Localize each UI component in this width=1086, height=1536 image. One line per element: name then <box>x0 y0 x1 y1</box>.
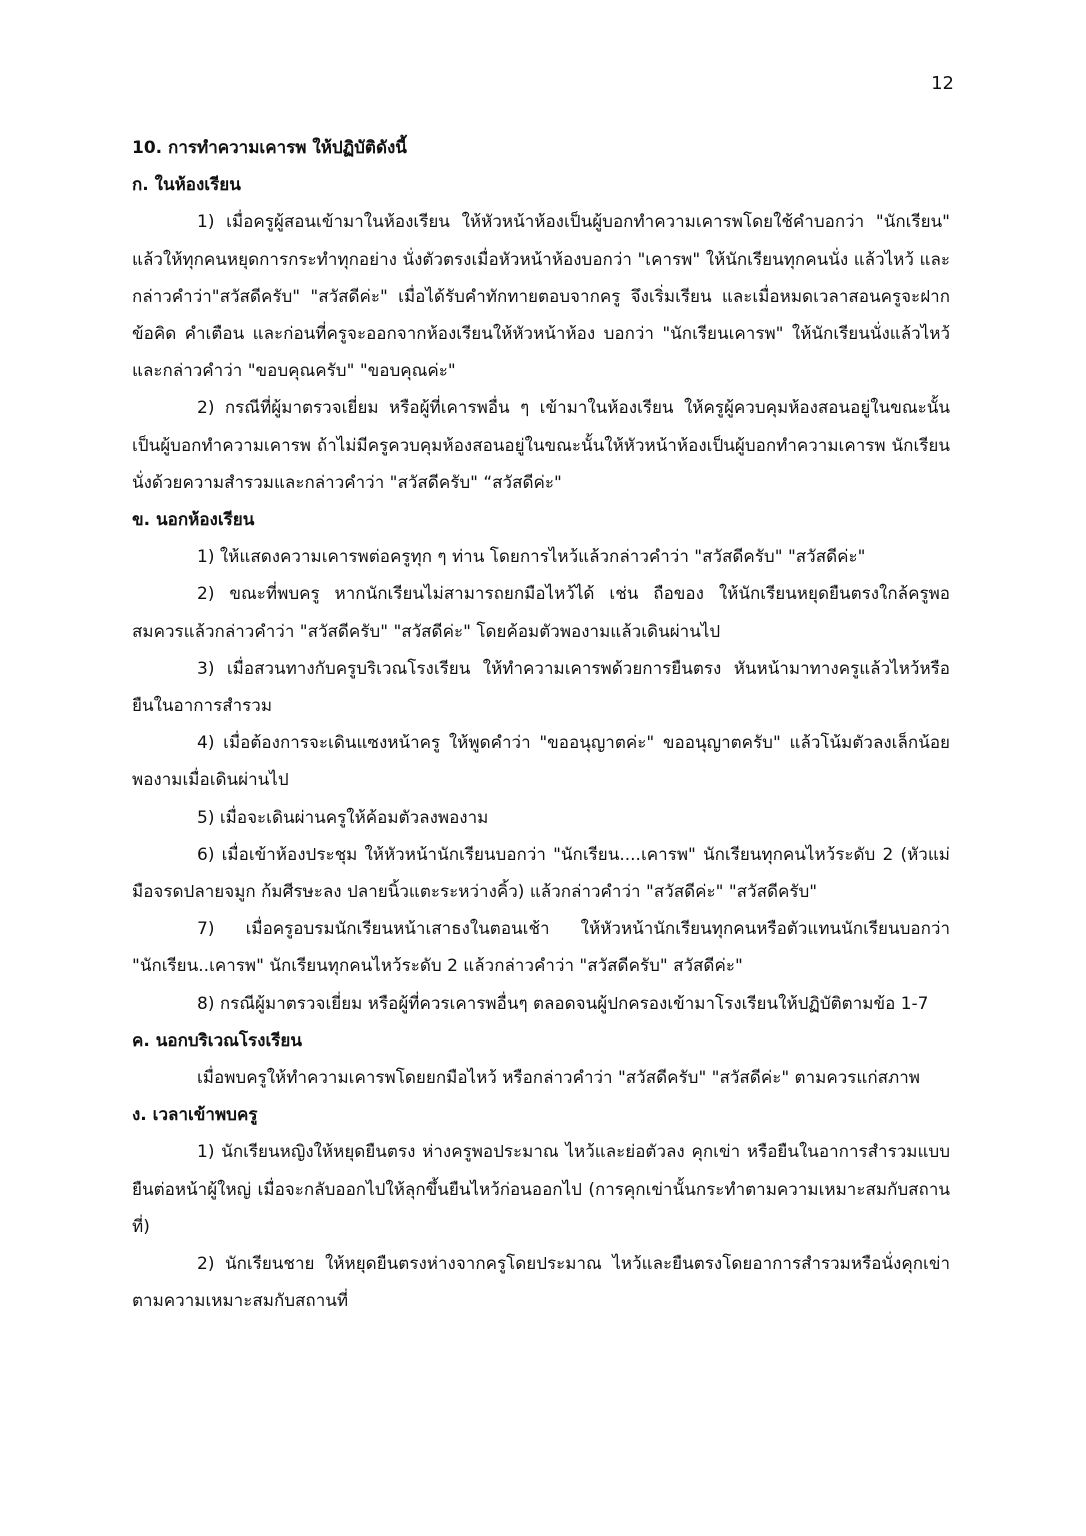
paragraph: 8) กรณีผู้มาตรวจเยี่ยม หรือผู้ที่ควรเคารพอื่นๆ ตลอดจนผู้ปกครองเข้ามาโรงเรียนให้ปฏิบัติตามข้อ 1-7 <box>197 993 929 1014</box>
subsection-title-in-classroom: ก. ในห้องเรียน <box>132 175 241 196</box>
section-title: 10. การทำความเคารพ ให้ปฏิบัติดังนี้ <box>132 138 407 158</box>
paragraph: 3) เมื่อสวนทางกับครูบริเวณโรงเรียน ให้ทำความเคารพด้วยการยืนตรง หันหน้ามาทางครูแล้วไหว้หรือยืนในอาการสำรวม <box>132 658 950 717</box>
paragraph: 4) เมื่อต้องการจะเดินแซงหน้าครู ให้พูดคำว่า "ขออนุญาตค่ะ" ขออนุญาตครับ" แล้วโน้มตัวลงเล็กน้อยพองามเมื่อเดินผ่านไป <box>132 733 950 791</box>
paragraph: เมื่อพบครูให้ทำความเคารพโดยยกมือไหว้ หรือกล่าวคำว่า "สวัสดีครับ" "สวัสดีค่ะ" ตามควรแก่สภาพ <box>197 1068 920 1089</box>
subsection-title-outside-classroom: ข. นอกห้องเรียน <box>132 510 255 531</box>
paragraph: 6) เมื่อเข้าห้องประชุม ให้หัวหน้านักเรียนบอกว่า "นักเรียน....เคารพ" นักเรียนทุกคนไหว้ระดับ 2 (หัวแม่มือจรดปลายจมูก ก้มศีรษะลง ปลายนิ้วแตะระหว่างคิ้ว) แล้วกล่าวคำว่า "สวัสดีค่ะ" "สวัสดีครับ" <box>132 844 950 903</box>
page-number: 12 <box>931 73 954 94</box>
paragraph: 5) เมื่อจะเดินผ่านครูให้ค้อมตัวลงพองาม <box>197 807 489 828</box>
paragraph: 1) ให้แสดงความเคารพต่อครูทุก ๆ ท่าน โดยการไหว้แล้วกล่าวคำว่า "สวัสดีครับ" "สวัสดีค่ะ" <box>197 547 866 568</box>
subsection-title-outside-school: ค. นอกบริเวณโรงเรียน <box>132 1030 303 1051</box>
paragraph: 2) นักเรียนชาย ให้หยุดยืนตรงห่างจากครูโดยประมาณ ไหว้และยืนตรงโดยอาการสำรวมหรือนั่งคุกเข่าตามความเหมาะสมกับสถานที่ <box>132 1254 950 1312</box>
paragraph: 1) เมื่อครูผู้สอนเข้ามาในห้องเรียน ให้หัวหน้าห้องเป็นผู้บอกทำความเคารพโดยใช้คำบอกว่า "นักเรียน" แล้วให้ทุกคนหยุดการกระทำทุกอย่าง นั่งตัวตรงเมื่อหัวหน้าห้องบอกว่า "เคารพ" ให้นักเรียนทุกคนนั่ง แล้วไหว้ และกล่าวคำว่า"สวัสดีครับ" "สวัสดีค่ะ" เมื่อได้รับคำทักทายตอบจากครู จึงเริ่มเรียน และเมื่อหมดเวลาสอนครูจะฝากข้อคิด คำเตือน และก่อนที่ครูจะออกจากห้องเรียนให้หัวหน้าห้อง บอกว่า "นักเรียนเคารพ" ให้นักเรียนนั่งแล้วไหว้ และกล่าวคำว่า "ขอบคุณครับ" "ขอบคุณค่ะ" <box>132 212 950 382</box>
document-body <box>132 130 950 1321</box>
paragraph: 2) กรณีที่ผู้มาตรวจเยี่ยม หรือผู้ที่เคารพอื่น ๆ เข้ามาในห้องเรียน ให้ครูผู้ควบคุมห้องสอนอยู่ในขณะนั้น เป็นผู้บอกทำความเคารพ ถ้าไม่มีครูควบคุมห้องสอนอยู่ในขณะนั้นให้หัวหน้าห้องเป็นผู้บอกทำความเคารพ นักเรียนนั่งด้วยความสำรวมและกล่าวคำว่า "สวัสดีครับ" “สวัสดีค่ะ" <box>132 398 950 493</box>
paragraph: 2) ขณะที่พบครู หากนักเรียนไม่สามารถยกมือไหว้ได้ เช่น ถือของ ให้นักเรียนหยุดยืนตรงใกล้ครูพอสมควรแล้วกล่าวคำว่า "สวัสดีครับ" "สวัสดีค่ะ" โดยค้อมตัวพองามแล้วเดินผ่านไป <box>132 584 950 642</box>
paragraph: 7) เมื่อครูอบรมนักเรียนหน้าเสาธงในตอนเช้า ให้หัวหน้านักเรียนทุกคนหรือตัวแทนนักเรียนบอกว่า "นักเรียน..เคารพ" นักเรียนทุกคนไหว้ระดับ 2 แล้วกล่าวคำว่า "สวัสดีครับ" สวัสดีค่ะ" <box>132 919 950 977</box>
subsection-title-meeting-teacher: ง. เวลาเข้าพบครู <box>132 1105 258 1126</box>
paragraph: 1) นักเรียนหญิงให้หยุดยืนตรง ห่างครูพอประมาณ ไหว้และย่อตัวลง คุกเข่า หรือยืนในอาการสำรวมแบบยืนต่อหน้าผู้ใหญ่ เมื่อจะกลับออกไปให้ลุกขึ้นยืนไหว้ก่อนออกไป (การคุกเข่านั้นกระทำตามความเหมาะสมกับสถานที่) <box>132 1142 950 1237</box>
